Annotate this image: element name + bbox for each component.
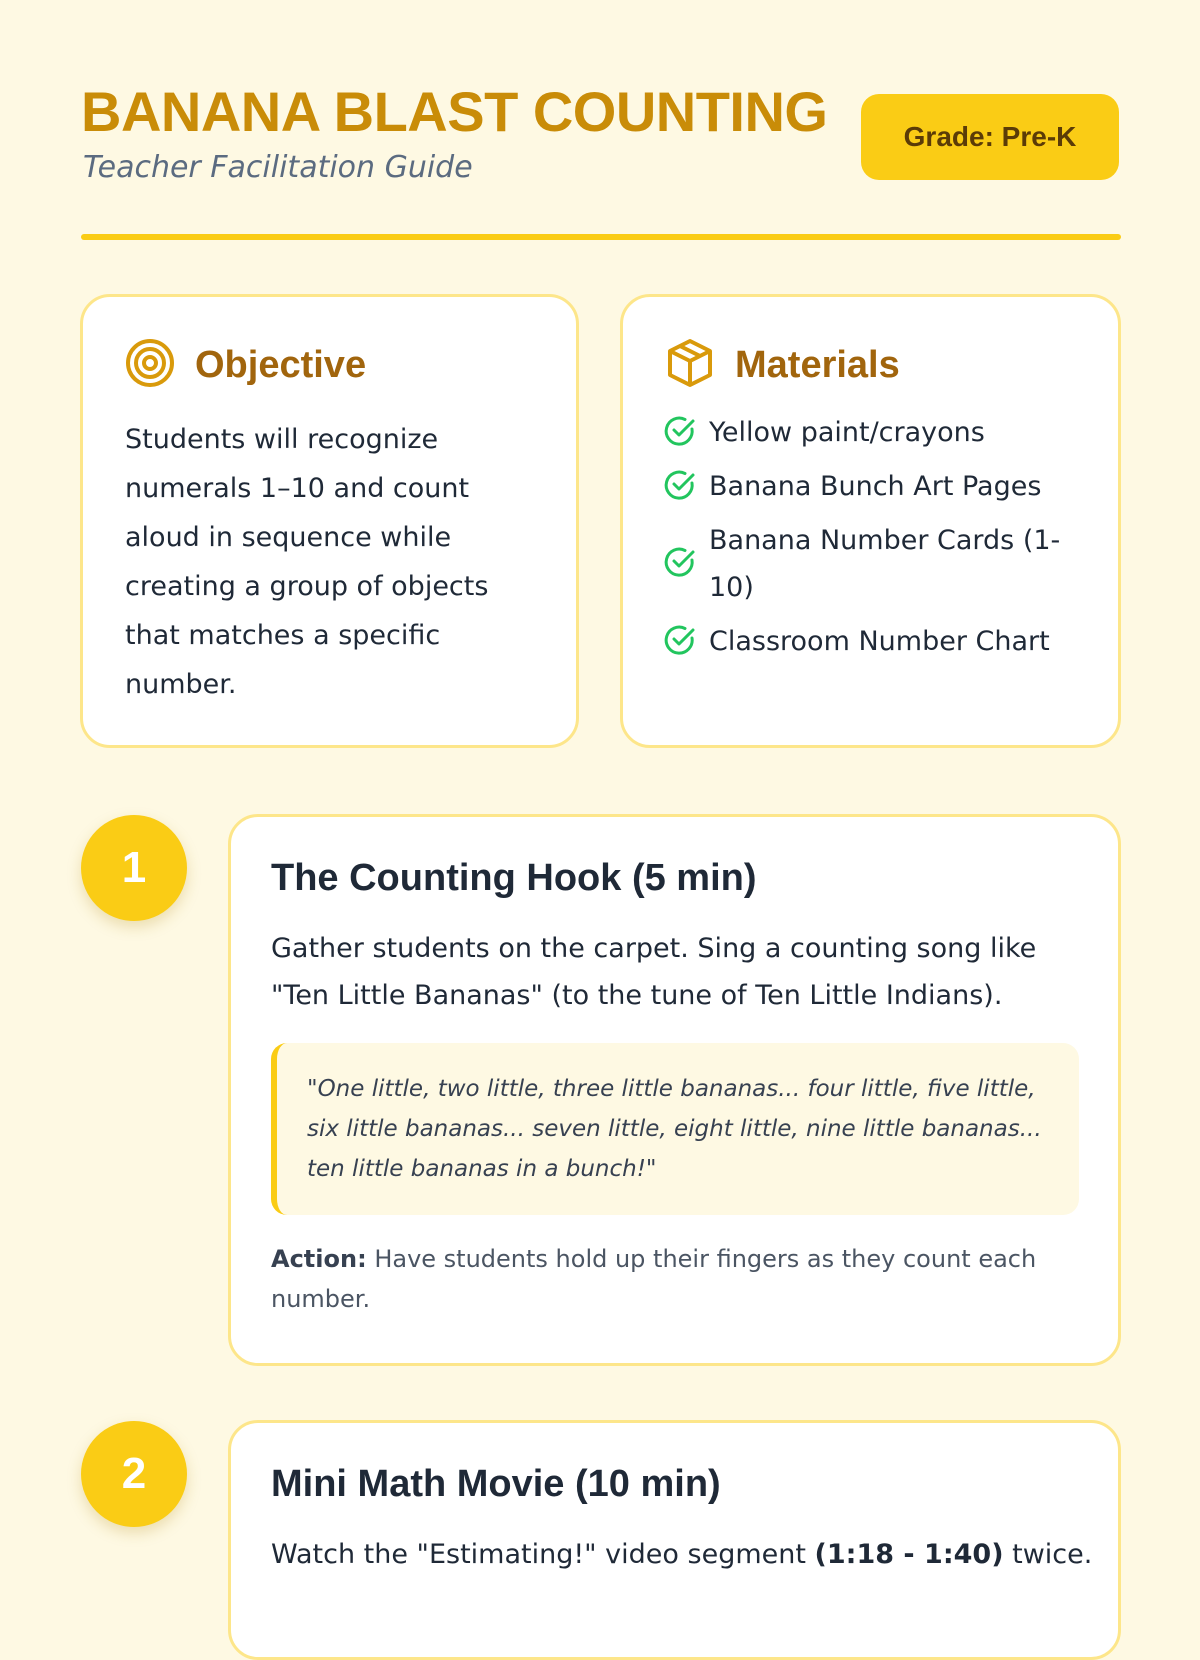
objective-text: Students will recognize numerals 1–10 and count aloud in sequence while creating a group of objects that matches a specific number.	[125, 424, 489, 700]
list-item	[663, 409, 1093, 456]
check-circle-icon	[663, 545, 697, 583]
step-card	[228, 814, 1121, 1366]
video-timestamp: (1:18 - 1:40)	[814, 1539, 1004, 1570]
objective-title: Objective	[195, 343, 367, 386]
step-text-before: Watch the "Estimating!" video segment	[271, 1539, 806, 1570]
check-circle-icon	[663, 623, 697, 661]
action-text: Have students hold up their fingers as they count each number.	[271, 1245, 1037, 1313]
step-title: The Counting Hook (5 min)	[271, 857, 757, 899]
page-header	[81, 78, 1121, 238]
objective-header	[123, 337, 366, 393]
header-divider	[81, 234, 1121, 240]
material-label: Yellow paint/crayons	[709, 417, 985, 448]
material-label: Banana Number Cards (1-10)	[709, 525, 1061, 603]
material-label: Banana Bunch Art Pages	[709, 471, 1042, 502]
step-text	[271, 1531, 1091, 1578]
list-item	[663, 463, 1093, 510]
action-label: Action:	[271, 1245, 367, 1273]
materials-card	[620, 294, 1121, 748]
song-quote: "One little, two little, three little bananas... four little, five little, six little bananas... seven little, eight little, nine little bananas... ten little bananas in a bunch!"	[271, 1043, 1079, 1215]
materials-list	[663, 409, 1093, 672]
step-text-after: twice.	[1012, 1539, 1093, 1570]
objective-card	[80, 294, 579, 748]
step-text: Gather students on the carpet. Sing a counting song like "Ten Little Bananas" (to the tune of Ten Little Indians).	[271, 933, 1037, 1011]
check-circle-icon	[663, 468, 697, 506]
step-title: Mini Math Movie (10 min)	[271, 1463, 721, 1505]
page-subtitle: Teacher Facilitation Guide	[83, 150, 473, 185]
list-item	[663, 517, 1093, 611]
list-item	[663, 618, 1093, 665]
materials-title: Materials	[735, 343, 900, 386]
box-icon	[663, 336, 717, 394]
step-number-badge: 2	[81, 1421, 187, 1527]
check-circle-icon	[663, 414, 697, 452]
target-icon	[123, 336, 177, 394]
step-number-badge: 1	[81, 815, 187, 921]
materials-header	[663, 337, 900, 393]
page-title: BANANA BLAST COUNTING	[81, 80, 828, 143]
material-label: Classroom Number Chart	[709, 626, 1050, 657]
step-card	[228, 1420, 1121, 1660]
step-action	[271, 1239, 1061, 1319]
grade-badge: Grade: Pre-K	[861, 94, 1119, 180]
